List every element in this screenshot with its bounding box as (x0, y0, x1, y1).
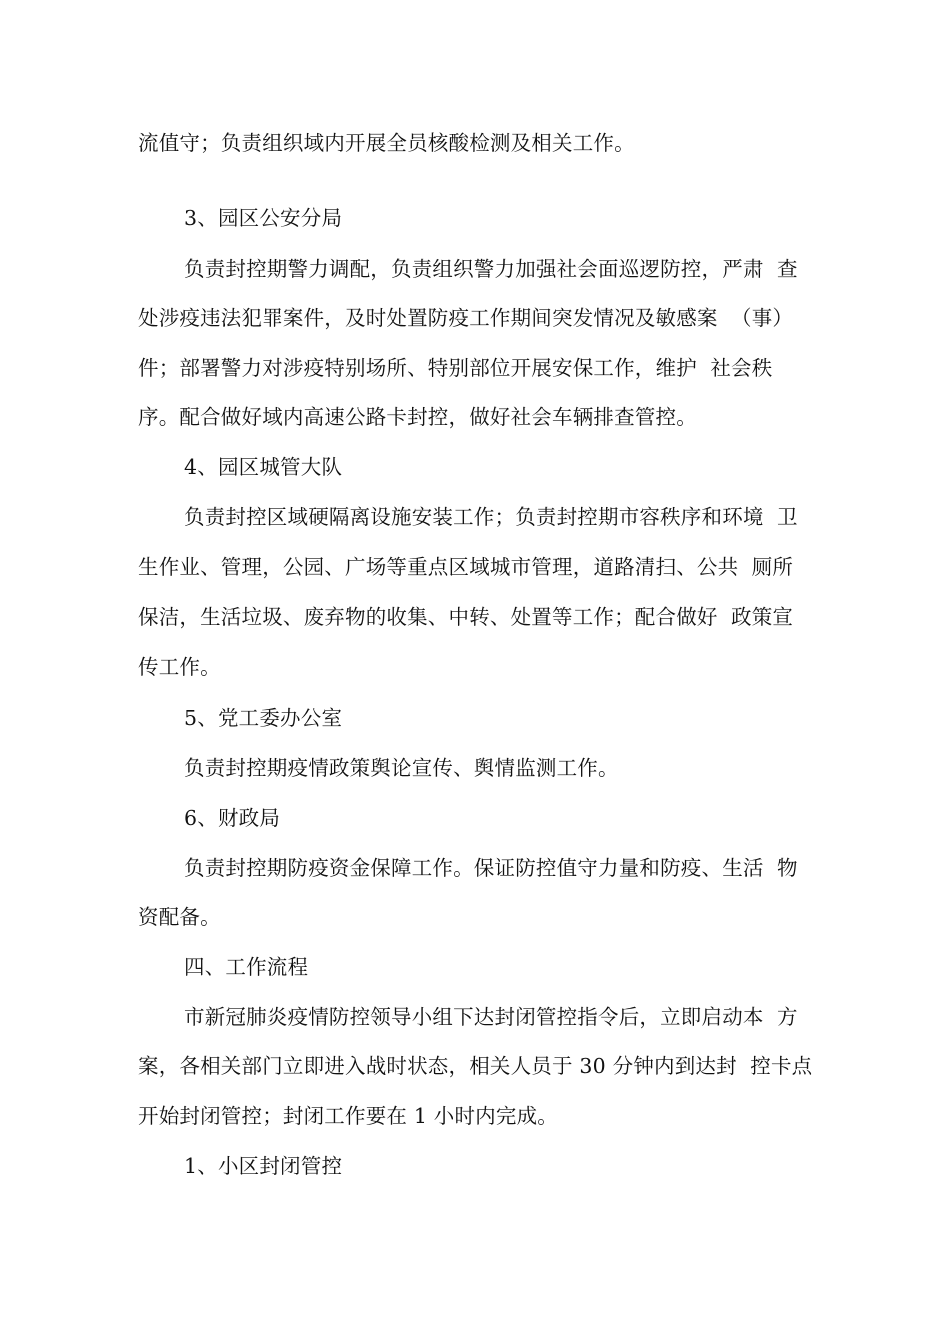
section-heading: 四、工作流程 (184, 955, 309, 979)
section-heading: 3、园区公安分局 (184, 206, 343, 230)
paragraph-line: 负责封控期警力调配，负责组织警力加强社会面巡逻防控，严肃 查 (184, 257, 798, 281)
paragraph-line: 生作业、管理，公园、广场等重点区域城市管理，道路清扫、公共 厕所 (138, 555, 794, 579)
paragraph-line: 流值守；负责组织域内开展全员核酸检测及相关工作。 (138, 131, 635, 155)
paragraph-line: 案，各相关部门立即进入战时状态，相关人员于 30 分钟内到达封 控卡点 (138, 1054, 813, 1078)
paragraph-line: 开始封闭管控；封闭工作要在 1 小时内完成。 (138, 1104, 558, 1128)
paragraph-line: 保洁，生活垃圾、废弃物的收集、中转、处置等工作；配合做好 政策宣 (138, 605, 794, 629)
paragraph-line: 市新冠肺炎疫情防控领导小组下达封闭管控指令后，立即启动本 方 (184, 1005, 798, 1029)
paragraph-line: 处涉疫违法犯罪案件，及时处置防疫工作期间突发情况及敏感案 （事） (138, 306, 794, 330)
paragraph-line: 传工作。 (138, 655, 221, 679)
section-heading: 5、党工委办公室 (184, 706, 343, 730)
paragraph-line: 负责封控期疫情政策舆论宣传、舆情监测工作。 (184, 756, 619, 780)
paragraph-line: 件；部署警力对涉疫特别场所、特别部位开展安保工作，维护 社会秩 (138, 356, 773, 380)
section-heading: 4、园区城管大队 (184, 455, 343, 479)
section-heading: 6、财政局 (184, 806, 281, 830)
paragraph-line: 负责封控期防疫资金保障工作。保证防控值守力量和防疫、生活 物 (184, 856, 798, 880)
paragraph-line: 资配备。 (138, 905, 221, 929)
section-heading: 1、小区封闭管控 (184, 1154, 343, 1178)
paragraph-line: 负责封控区域硬隔离设施安装工作；负责封控期市容秩序和环境 卫 (184, 505, 798, 529)
paragraph-line: 序。配合做好域内高速公路卡封控，做好社会车辆排查管控。 (138, 405, 697, 429)
